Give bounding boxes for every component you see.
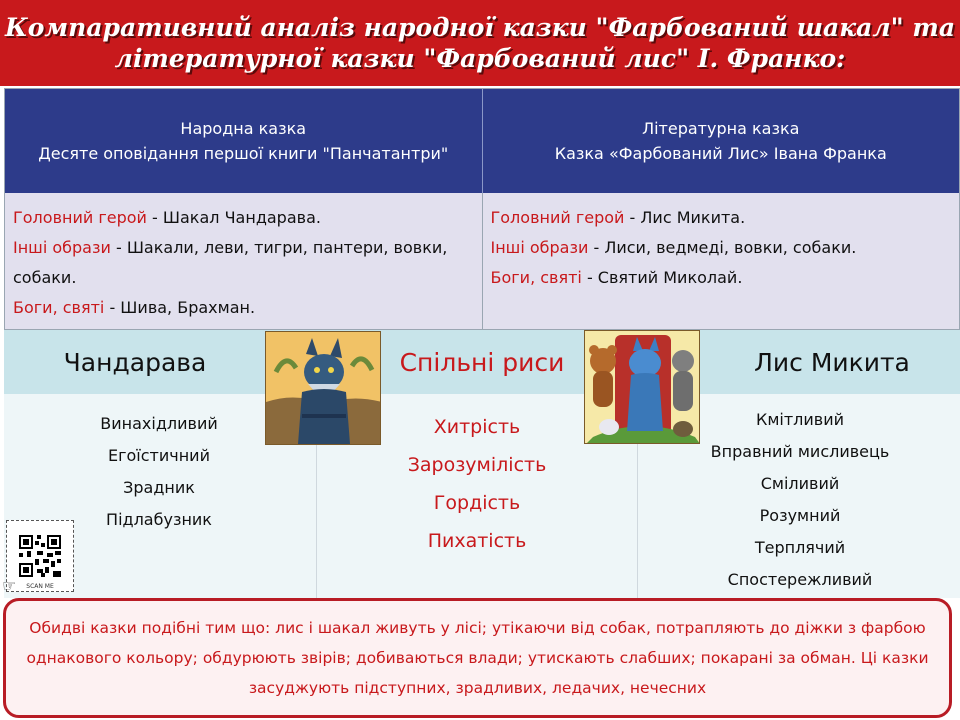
literary-others-row <box>491 233 948 263</box>
folk-gods-row <box>13 293 470 323</box>
jackal-illustration <box>265 331 381 445</box>
folk-tale-source: Десяте оповідання першої книги "Панчатантри" <box>38 144 449 163</box>
folk-gods-label: Боги, святі <box>13 298 105 317</box>
folk-others-label: Інші образи <box>13 238 111 257</box>
common-trait-item: Хитрість <box>433 416 521 438</box>
literary-hero-row <box>491 203 948 233</box>
qr-pattern-icon <box>19 535 61 577</box>
literary-tale-source: Казка «Фарбований Лис» Івана Франка <box>554 144 887 163</box>
trait-item: Кмітливий <box>755 410 845 429</box>
trait-item: Вправний мисливець <box>710 442 890 461</box>
trait-item: Підлабузник <box>106 510 212 529</box>
summary-text: Обидві казки подібні тим що: лис і шакал живуть у лісі; утікаючи від собак, потрапляють до діжки з фарбою однакового кольору; обдурюють звірів; добиваються влади; утискають слабших; покарані за обман. Ці казки засуджують підступних, зрадливих, ледачих, нечесних <box>26 619 929 697</box>
lys-mykyta-header: Лис Микита <box>754 347 910 377</box>
pointing-hand-icon: ☞ <box>2 576 17 595</box>
chandarava-header: Чандарава <box>63 347 207 377</box>
folk-others-value: - Шакали, леви, тигри, пантери, вовки, собаки. <box>13 238 448 287</box>
trait-item: Терплячий <box>754 538 846 557</box>
common-trait-item: Зарозумілість <box>407 454 547 476</box>
trait-item: Егоїстичний <box>108 446 210 465</box>
comparison-table <box>4 88 960 330</box>
qr-caption: SCAN ME <box>26 583 54 590</box>
comparison-table-header <box>5 89 959 193</box>
folk-hero-row <box>13 203 470 233</box>
trait-item: Винахідливий <box>100 414 218 433</box>
literary-gods-label: Боги, святі <box>490 268 582 287</box>
fox-illustration <box>584 330 700 444</box>
title-banner <box>0 0 960 86</box>
literary-tale-header <box>482 89 960 193</box>
common-traits-header: Спільні риси <box>399 347 565 377</box>
folk-tale-heading: Народна казка <box>180 119 307 138</box>
folk-hero-label: Головний герой <box>13 208 147 227</box>
comparison-table-body <box>5 193 959 329</box>
literary-hero-label: Головний герой <box>490 208 625 227</box>
summary-box <box>3 598 952 718</box>
literary-gods-value: - Святий Миколай. <box>581 268 743 287</box>
trait-item: Розумний <box>759 506 841 525</box>
folk-tale-header <box>5 89 482 193</box>
trait-item: Сміливий <box>760 474 840 493</box>
common-trait-item: Гордість <box>433 492 521 514</box>
literary-hero-value: - Лис Микита. <box>624 208 746 227</box>
folk-gods-value: - Шива, Брахман. <box>104 298 256 317</box>
folk-hero-value: - Шакал Чандарава. <box>146 208 321 227</box>
features-header <box>4 330 960 394</box>
trait-item: Спостережливий <box>727 570 873 589</box>
common-trait-item: Пихатість <box>427 530 527 552</box>
literary-others-label: Інші образи <box>490 238 589 257</box>
literary-others-value: - Лиси, ведмеді, вовки, собаки. <box>588 238 857 257</box>
folk-others-row <box>13 233 470 293</box>
trait-item: Зрадник <box>123 478 195 497</box>
folk-tale-details <box>5 193 482 329</box>
literary-tale-details <box>482 193 960 329</box>
title-line-2: літературної казки "Фарбований лис" І. Франко: <box>114 44 846 73</box>
literary-gods-row <box>491 263 948 293</box>
features-body <box>4 394 960 598</box>
literary-tale-heading: Літературна казка <box>642 119 800 138</box>
title-line-1: Компаративний аналіз народної казки "Фарбований шакал" та <box>4 13 956 42</box>
